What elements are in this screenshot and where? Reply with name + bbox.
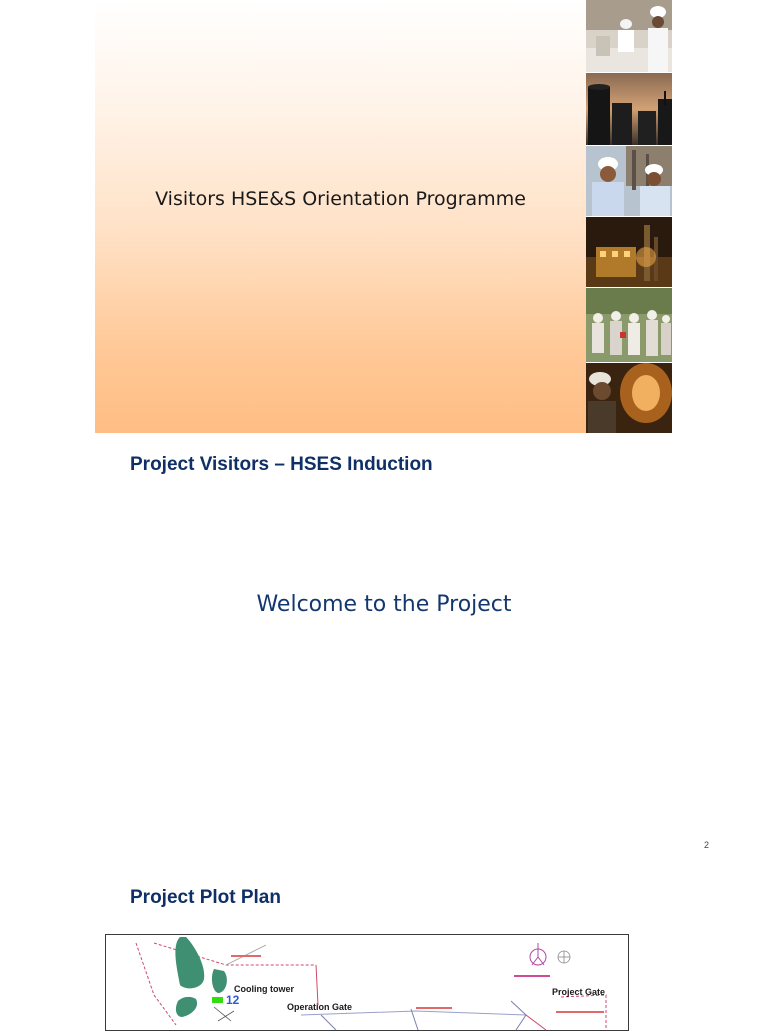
- title-slide-banner: [95, 0, 586, 433]
- welcome-text: Welcome to the Project: [256, 592, 512, 617]
- photo-strip: [586, 0, 672, 433]
- plot-plan-map: [105, 934, 629, 1031]
- slide-title: Visitors HSE&S Orientation Programme: [155, 188, 526, 210]
- cooling-tower-label: Cooling tower: [234, 984, 294, 994]
- plot-plan-heading: Project Plot Plan: [130, 887, 281, 908]
- project-gate-label: Project Gate: [552, 987, 606, 997]
- crowd-group-photo: [586, 288, 672, 362]
- storage-tanks-dusk-photo: [586, 73, 672, 145]
- plot-plan-drawing: [106, 935, 628, 1030]
- worker-in-tunnel-photo: [586, 363, 672, 433]
- operation-gate-label: Operation Gate: [287, 1002, 353, 1012]
- engineers-at-site-photo: [586, 146, 672, 216]
- plant-at-night-photo: [586, 217, 672, 287]
- marker-number-label: 12: [226, 993, 240, 1007]
- induction-heading: Project Visitors – HSES Induction: [130, 454, 433, 475]
- workers-in-hardhats-photo: [586, 0, 672, 72]
- page-number: 2: [704, 840, 710, 850]
